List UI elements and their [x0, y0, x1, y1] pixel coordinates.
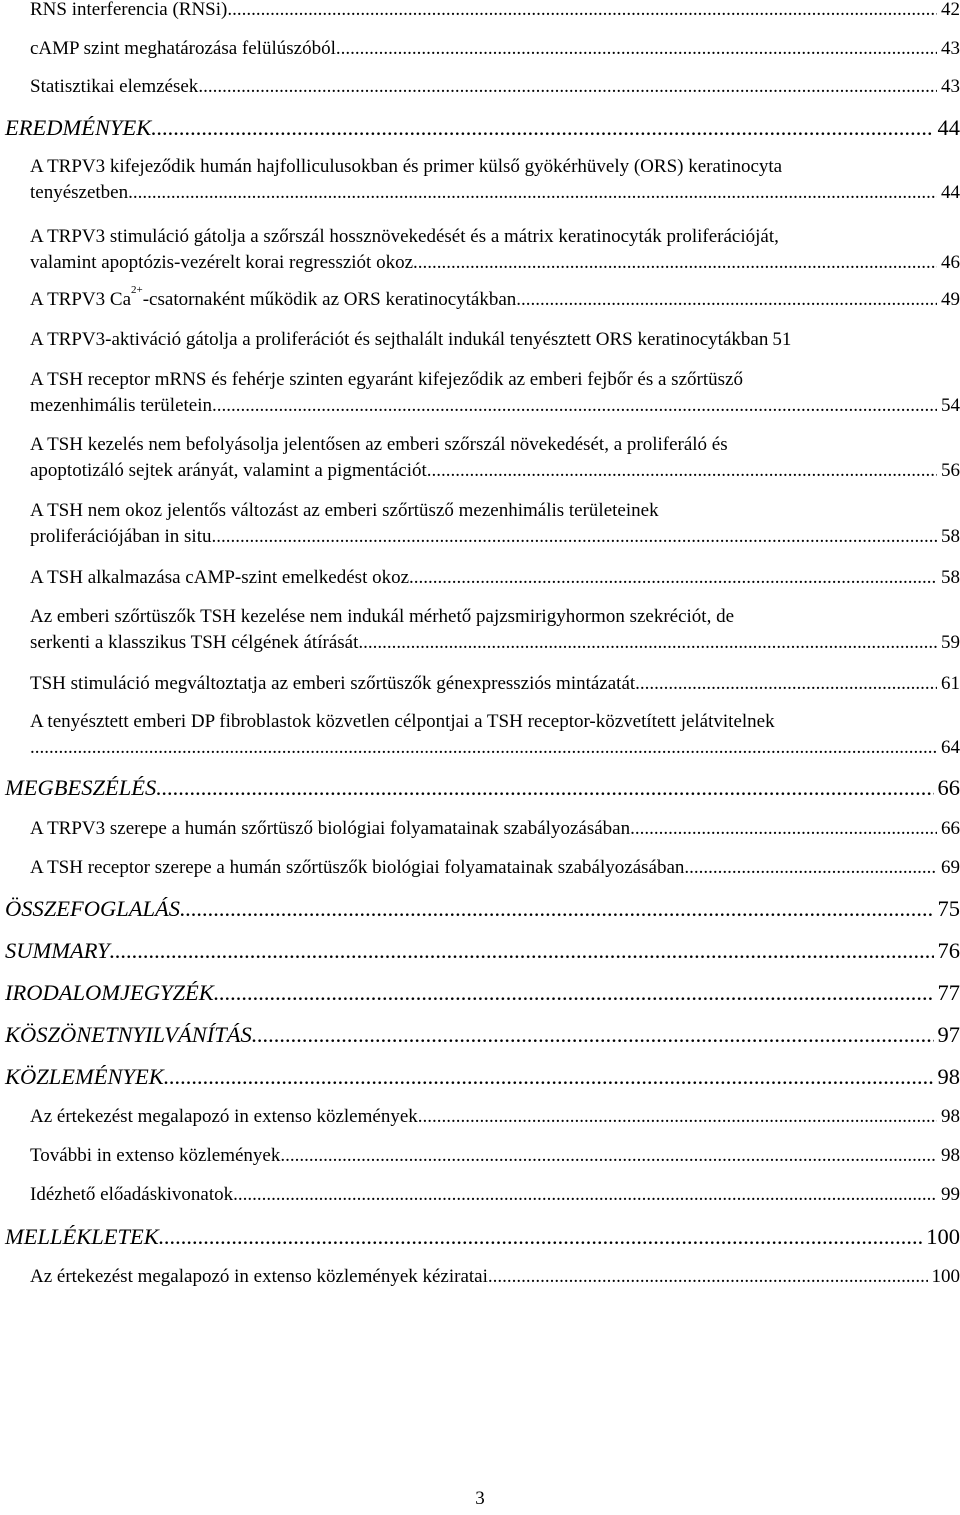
- toc-leader: [358, 630, 937, 656]
- toc-page-number: 49: [941, 289, 960, 310]
- toc-page-number: 98: [941, 1145, 960, 1166]
- toc-entry-title: cAMP szint meghatározása felülúszóból: [30, 38, 336, 59]
- toc-entry-title-line1: A TRPV3 kifejeződik humán hajfolliculusokban és primer külső gyökérhüvely (ORS) keratinocyta: [30, 156, 783, 177]
- toc-entry: [0, 154, 960, 206]
- toc-entry-title-line1: A tenyésztett emberi DP fibroblastok közvetlen célpontjai a TSH receptor-közvetített jelátvitelnek: [30, 711, 775, 732]
- toc-page-number: 61: [941, 673, 960, 694]
- toc-entry-title: A TSH receptor szerepe a humán szőrtüszők biológiai folyamatainak szabályozásában: [30, 857, 685, 878]
- toc-entry-title: A TRPV3 szerepe a humán szőrtüsző biológiai folyamatainak szabályozásában: [30, 818, 631, 839]
- toc-entry-title: Idézhető előadáskivonatok: [30, 1184, 234, 1205]
- toc-entry: [0, 36, 960, 62]
- toc-page-number: 100: [926, 1224, 960, 1249]
- toc-entry-title: valamint apoptózis-vezérelt korai regressziót okoz: [30, 252, 414, 273]
- toc-entry: [0, 498, 960, 550]
- toc-entry-chapter: [0, 1222, 960, 1252]
- toc-leader: [684, 855, 937, 881]
- toc-page-number: 42: [941, 0, 960, 20]
- toc-entry: [0, 671, 960, 697]
- toc-entry-title: A TRPV3-aktiváció gátolja a proliferációt és sejthalált indukál tenyésztett ORS keratinocytákban: [30, 329, 769, 350]
- toc-entry-title: További in extenso közlemények: [30, 1145, 281, 1166]
- toc-entry: [0, 1104, 960, 1130]
- toc-page-number: 97: [937, 1022, 960, 1047]
- toc-page-number: 75: [937, 896, 960, 921]
- toc-entry-chapter: [0, 894, 960, 924]
- toc-entry-title: serkenti a klasszikus TSH célgének átírását: [30, 632, 359, 653]
- toc-leader: [151, 113, 933, 143]
- toc-entry-title-line1: A TSH receptor mRNS és fehérje szinten egyaránt kifejeződik az emberi fejbőr és a szőrtüsző: [30, 369, 743, 390]
- toc-entry: [0, 224, 960, 276]
- toc-page-number: 59: [941, 632, 960, 653]
- toc-page-number: 44: [941, 182, 960, 203]
- toc-leader: [198, 74, 937, 100]
- toc-page-number: 76: [937, 938, 960, 963]
- toc-entry-title: MEGBESZÉLÉS: [5, 775, 157, 800]
- toc-entry: [0, 74, 960, 100]
- toc-page-number: 99: [941, 1184, 960, 1205]
- toc-entry-title: EREDMÉNYEK: [5, 115, 152, 140]
- toc-entry-title-line1: A TRPV3 stimuláció gátolja a szőrszál hossznövekedését és a mátrix keratinocyták proliferációját,: [30, 226, 779, 247]
- toc-entry: [0, 284, 960, 313]
- toc-entry-title: [0, 735, 30, 761]
- toc-page-number: 51: [772, 329, 792, 350]
- toc-entry-chapter: [0, 773, 960, 803]
- toc-page-number: 58: [941, 567, 960, 588]
- toc-leader: [336, 36, 937, 62]
- toc-entry: [0, 604, 960, 656]
- toc-leader: [156, 773, 933, 803]
- toc-entry-title: A TRPV3 Ca: [30, 289, 132, 310]
- toc-leader: [488, 1264, 928, 1290]
- toc-page-number: 100: [931, 1266, 960, 1287]
- toc-entry-title: tenyészetben: [30, 182, 129, 203]
- toc-page-number: 43: [941, 76, 960, 97]
- toc-leader: [635, 671, 937, 697]
- toc-page-number: 66: [937, 775, 960, 800]
- toc-leader: [252, 1020, 934, 1050]
- toc-entry: [0, 565, 960, 591]
- toc-entry-chapter: [0, 113, 960, 143]
- toc-entry-title: proliferációjában in situ: [30, 526, 212, 547]
- toc-entry-title: apoptotizáló sejtek arányát, valamint a pigmentációt: [30, 460, 427, 481]
- toc-page-number: 46: [941, 252, 960, 273]
- toc-entry-title-rest: -csatornaként működik az ORS keratinocytákban: [142, 289, 517, 310]
- toc-entry-title-line1: Az emberi szőrtüszők TSH kezelése nem indukál mérhető pajzsmirigyhormon szekréciót, de: [30, 606, 735, 627]
- toc-entry: [0, 855, 960, 881]
- toc-entry-title: A TSH alkalmazása cAMP-szint emelkedést okoz: [30, 567, 410, 588]
- toc-entry-title: Statisztikai elemzések: [30, 76, 199, 97]
- toc-entry-title: Az értekezést megalapozó in extenso közlemények: [30, 1106, 418, 1127]
- toc-page-number: 64: [941, 737, 960, 758]
- toc-page-number: 43: [941, 38, 960, 59]
- toc-page-number: 58: [941, 526, 960, 547]
- toc-entry-title: KÖZLEMÉNYEK: [5, 1064, 164, 1089]
- toc-entry-title: TSH stimuláció megváltoztatja az emberi szőrtüszők génexpressziós mintázatát: [30, 673, 636, 694]
- toc-leader: [212, 393, 937, 419]
- toc-entry: [0, 432, 960, 484]
- toc-entry: [0, 1143, 960, 1169]
- toc-entry-chapter: [0, 1020, 960, 1050]
- toc-page-number: 98: [937, 1064, 960, 1089]
- toc-leader: [418, 1104, 937, 1130]
- toc-page-number: 44: [937, 115, 960, 140]
- toc-entry-title: ÖSSZEFOGLALÁS: [5, 896, 181, 921]
- toc-page-number: 66: [941, 818, 960, 839]
- toc-entry: [0, 816, 960, 842]
- toc-leader: [30, 735, 937, 761]
- toc-entry-title: RNS interferencia (RNSi): [30, 0, 228, 20]
- toc-entry: [0, 1264, 960, 1290]
- toc-leader: [233, 1182, 937, 1208]
- toc-entry: [0, 327, 960, 353]
- toc-entry-title-line1: A TSH nem okoz jelentős változást az emberi szőrtüsző mezenhimális területeinek: [30, 500, 659, 521]
- toc-page-number: 98: [941, 1106, 960, 1127]
- toc-leader: [214, 978, 934, 1008]
- toc-leader: [212, 524, 938, 550]
- toc-entry-chapter: [0, 936, 960, 966]
- toc-entry: [0, 1182, 960, 1208]
- page-number: 3: [475, 1488, 485, 1509]
- toc-entry-title: KÖSZÖNETNYILVÁNÍTÁS: [5, 1022, 252, 1047]
- toc-leader: [164, 1062, 934, 1092]
- toc-entry-title: SUMMARY: [5, 938, 110, 963]
- toc-entry: [0, 0, 960, 23]
- toc-entry-chapter: [0, 1062, 960, 1092]
- toc-leader: [630, 816, 937, 842]
- toc-page-number: 69: [941, 857, 960, 878]
- toc-leader: [128, 180, 937, 206]
- toc-leader: [110, 936, 934, 966]
- toc-page-number: 56: [941, 460, 960, 481]
- toc-leader: [409, 565, 937, 591]
- toc-leader: [413, 250, 937, 276]
- toc-entry-chapter: [0, 978, 960, 1008]
- toc-entry-title: Az értekezést megalapozó in extenso közlemények kéziratai: [30, 1266, 488, 1287]
- toc-page-number: 77: [937, 980, 960, 1005]
- toc-leader: [227, 0, 937, 23]
- toc-leader: [427, 458, 937, 484]
- toc-entry: [0, 367, 960, 419]
- toc-page-number: 54: [941, 395, 960, 416]
- toc-leader: [280, 1143, 937, 1169]
- toc-entry: [0, 709, 960, 761]
- toc-entry-superscript: 2+: [131, 284, 143, 296]
- toc-leader: [516, 287, 937, 313]
- toc-entry-title: mezenhimális területein: [30, 395, 213, 416]
- toc-leader: [180, 894, 933, 924]
- toc-entry-title: IRODALOMJEGYZÉK: [5, 980, 214, 1005]
- toc-leader: [159, 1222, 922, 1252]
- toc-entry-title-line1: A TSH kezelés nem befolyásolja jelentősen az emberi szőrszál növekedését, a proliferáló és: [30, 434, 728, 455]
- toc-entry-title: MELLÉKLETEK: [5, 1224, 159, 1249]
